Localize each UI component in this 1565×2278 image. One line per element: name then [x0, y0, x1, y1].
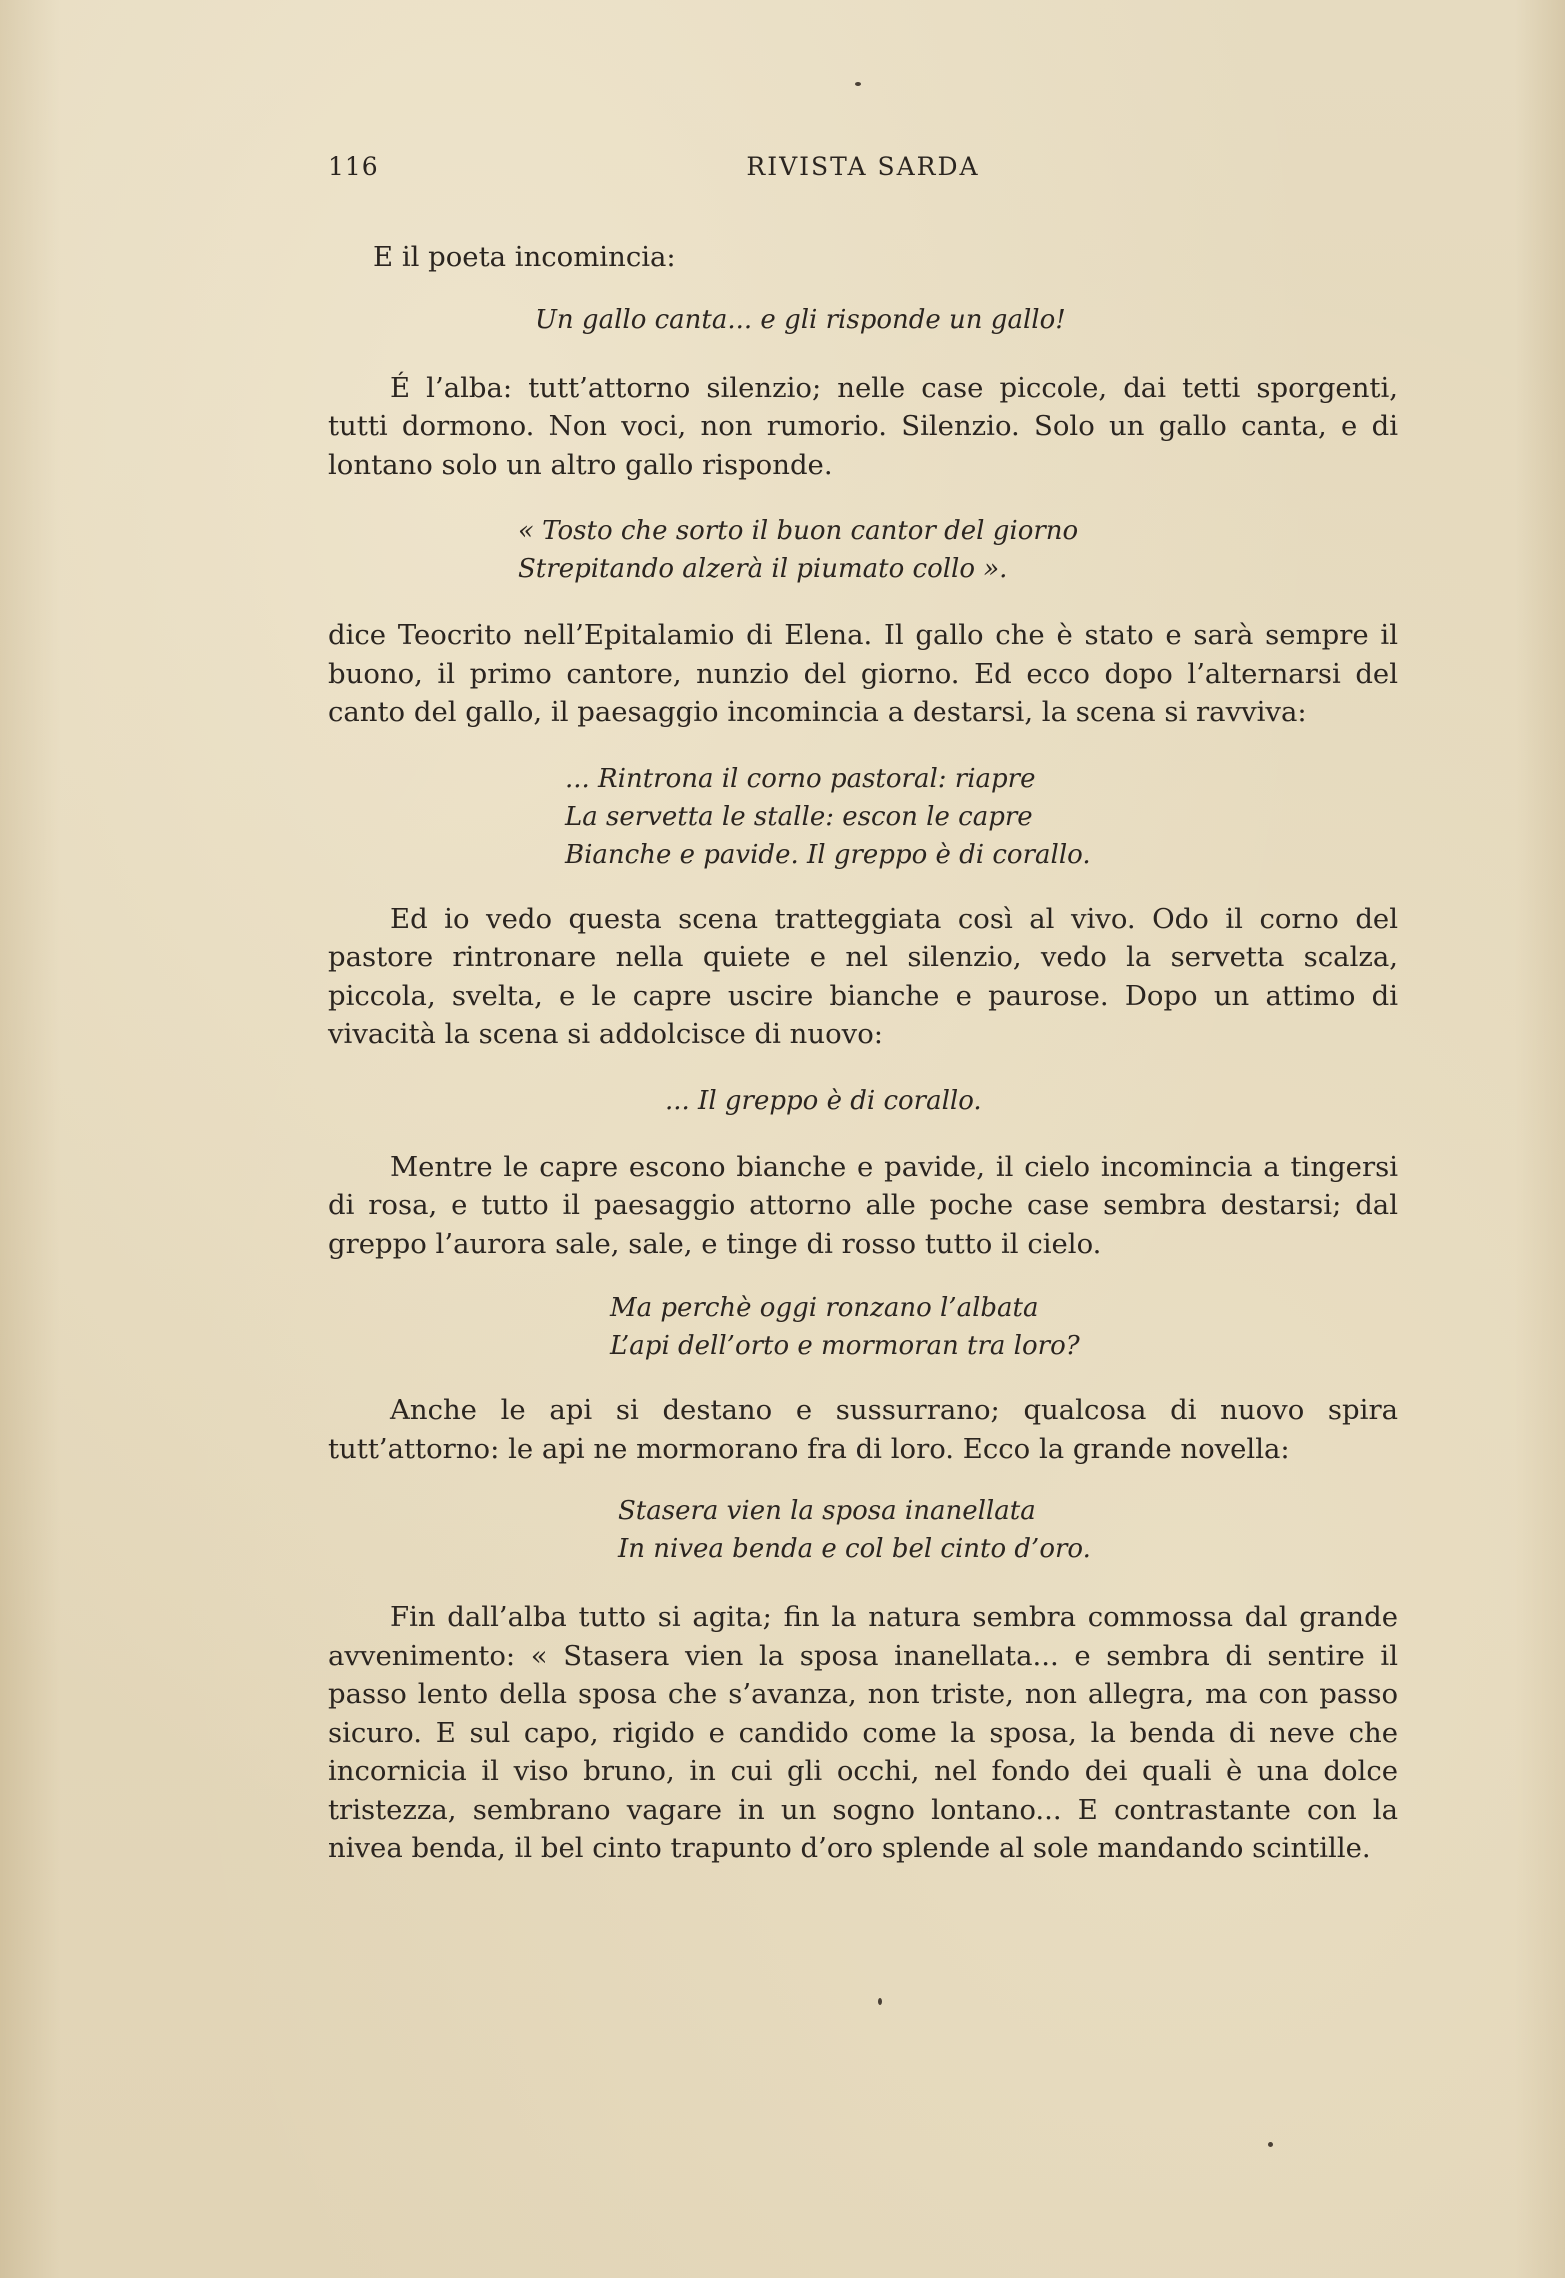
paragraph-2: dice Teocrito nell’Epitalamio di Elena. Il gallo che è stato e sarà sempre il buono, il primo cantore, nunzio del giorno. Ed ecco dopo l’alternarsi del canto del gallo, il paesaggio incomincia a destarsi, la scena si ravviva: [328, 619, 1398, 728]
paragraph-5: Anche le api si destano e sussurrano; qualcosa di nuovo spira tutt’attorno: le api ne mormorano fra di loro. Ecco la grande novella: [328, 1394, 1398, 1465]
page-number: 116 [328, 152, 379, 181]
verse-line: ... Rintrona il corno pastoral: riapre [565, 763, 1036, 794]
intro-line: E il poeta incomincia: [373, 241, 676, 273]
ink-speck [878, 1998, 882, 2005]
verse-line: Bianche e pavide. Il greppo è di corallo. [565, 839, 1091, 870]
verse-quote-5 [610, 1289, 1398, 1365]
verse-quote-1 [535, 301, 1398, 339]
verse-line: ... Il greppo è di corallo. [665, 1085, 982, 1116]
paragraph-3: Ed io vedo questa scena tratteggiata così al vivo. Odo il corno del pastore rintronare nella quiete e nel silenzio, vedo la servetta scalza, piccola, svelta, e le capre uscire bianche e paurose. Dopo un attimo di vivacità la scena si addolcisce di nuovo: [328, 902, 1398, 1050]
ink-speck [1268, 2142, 1273, 2147]
page-header [328, 152, 1398, 192]
verse-quote-2 [518, 512, 1398, 588]
verse-line: Un gallo canta... e gli risponde un gallo! [535, 304, 1066, 335]
paragraph-4: Mentre le capre escono bianche e pavide, il cielo incomincia a tingersi di rosa, e tutto il paesaggio attorno alle poche case sembra destarsi; dal greppo l’aurora sale, sale, e tinge di rosso tutto il cielo. [328, 1150, 1398, 1260]
verse-line: La servetta le stalle: escon le capre [565, 801, 1033, 832]
verse-quote-4 [665, 1082, 1398, 1120]
verse-line: In nivea benda e col bel cinto d’oro. [618, 1534, 1091, 1564]
verse-quote-6 [618, 1492, 1398, 1568]
verse-line: L’api dell’orto e mormoran tra loro? [610, 1331, 1080, 1361]
paragraph-6: Fin dall’alba tutto si agita; fin la natura sembra commossa dal grande avvenimento: « Stasera vien la sposa inanellata... e sembra di sentire il passo lento della sposa che s’avanza, non triste, non allegra, ma con passo sicuro. E sul capo, rigido e candido come la sposa, la benda di neve che incornicia il viso bruno, in cui gli occhi, nel fondo dei quali è una dolce tristezza, sembrano vagare in un sogno lontano... E contrastante con la nivea benda, il bel cinto trapunto d’oro splende al sole mandando scintille. [328, 1601, 1398, 1864]
verse-line: « Tosto che sorto il buon cantor del giorno [518, 516, 1079, 546]
ink-speck [855, 82, 861, 86]
running-head: RIVISTA SARDA [746, 152, 980, 181]
verse-line: Stasera vien la sposa inanellata [618, 1496, 1036, 1526]
verse-line: Strepitando alzerà il piumato collo ». [518, 554, 1008, 584]
article-body [328, 238, 1398, 1868]
paragraph-1: É l’alba: tutt’attorno silenzio; nelle case piccole, dai tetti sporgenti, tutti dormono. Non voci, non rumorio. Silenzio. Solo un gallo canta, e di lontano solo un altro gallo risponde. [328, 371, 1398, 481]
verse-line: Ma perchè oggi ronzano l’albata [610, 1293, 1039, 1323]
verse-quote-3 [565, 760, 1398, 874]
